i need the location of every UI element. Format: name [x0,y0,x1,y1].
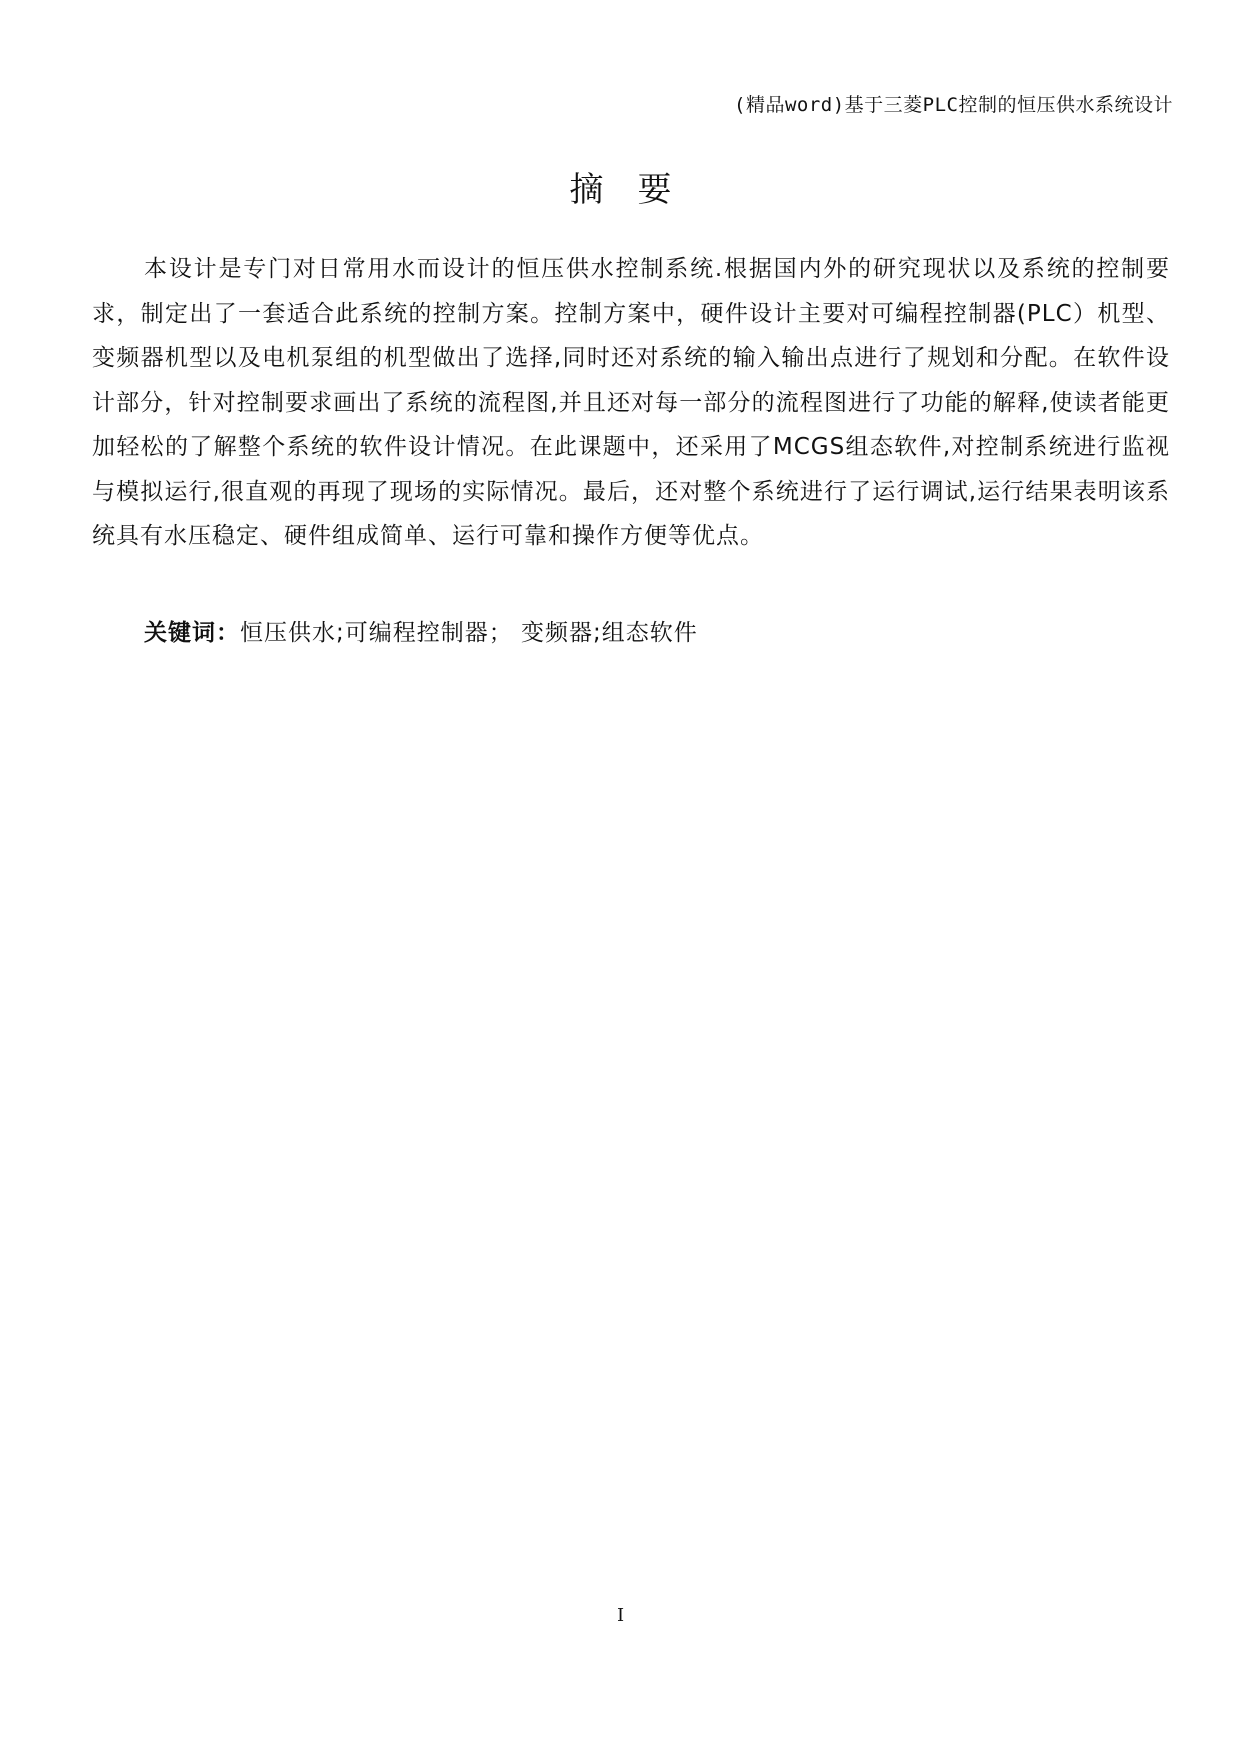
keywords-line [144,614,698,647]
keywords-value: 恒压供水;可编程控制器； 变频器;组态软件 [240,620,698,646]
page-number: I [616,1605,625,1626]
abstract-body: 本设计是专门对日常用水而设计的恒压供水控制系统.根据国内外的研究现状以及系统的控制要求，制定出了一套适合此系统的控制方案。控制方案中，硬件设计主要对可编程控制器(PLC）机型、变频器机型以及电机泵组的机型做出了选择,同时还对系统的输入输出点进行了规划和分配。在软件设计部分，针对控制要求画出了系统的流程图,并且还对每一部分的流程图进行了功能的解释,使读者能更加轻松的了解整个系统的软件设计情况。在此课题中，还采用了MCGS组态软件,对控制系统进行监视与模拟运行,很直观的再现了现场的实际情况。最后，还对整个系统进行了运行调试,运行结果表明该系统具有水压稳定、硬件组成简单、运行可靠和操作方便等优点。 [92,256,1170,549]
page-title: 摘要 [569,170,706,210]
running-header: (精品word)基于三菱PLC控制的恒压供水系统设计 [734,94,1173,116]
keywords-label: 关键词： [144,620,240,646]
